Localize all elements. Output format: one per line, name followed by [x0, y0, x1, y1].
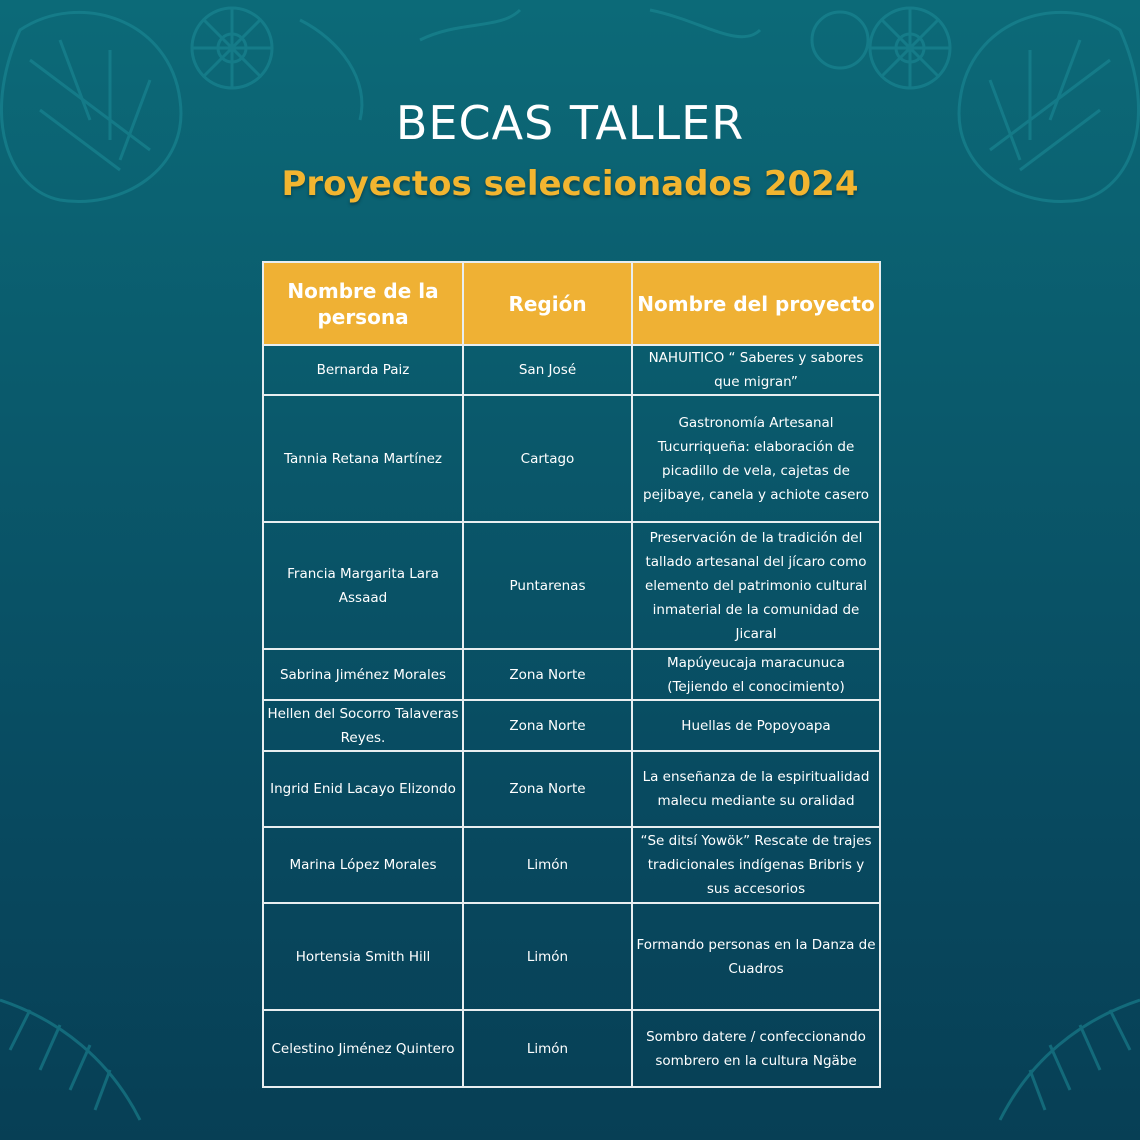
cell-region: San José [463, 345, 632, 395]
selected-projects-table [262, 261, 881, 1088]
cell-region: Cartago [463, 395, 632, 522]
cell-proyecto: La enseñanza de la espiritualidad malecu mediante su oralidad [632, 751, 880, 827]
column-header-persona: Nombre de la persona [263, 262, 463, 345]
cell-proyecto: Sombro datere / confeccionando sombrero en la cultura Ngäbe [632, 1010, 880, 1087]
cell-region: Limón [463, 1010, 632, 1087]
fern-icon [0, 1000, 140, 1120]
bird-icon [420, 10, 520, 40]
cell-proyecto: Formando personas en la Danza de Cuadros [632, 903, 880, 1010]
cell-region: Zona Norte [463, 751, 632, 827]
cell-proyecto: Mapúyeucaja maracunuca (Tejiendo el conocimiento) [632, 649, 880, 700]
table-row [263, 903, 880, 1010]
table-row [263, 395, 880, 522]
cell-region: Limón [463, 903, 632, 1010]
cell-persona: Ingrid Enid Lacayo Elizondo [263, 751, 463, 827]
table-row [263, 827, 880, 903]
cell-region: Puntarenas [463, 522, 632, 649]
cell-region: Limón [463, 827, 632, 903]
table-row [263, 649, 880, 700]
cell-proyecto: NAHUITICO “ Saberes y sabores que migran” [632, 345, 880, 395]
table-row [263, 522, 880, 649]
page-title: BECAS TALLER [395, 96, 745, 150]
cell-proyecto: Huellas de Popoyoapa [632, 700, 880, 751]
cell-proyecto: “Se ditsí Yowök” Rescate de trajes tradicionales indígenas Bribris y sus accesorios [632, 827, 880, 903]
cell-persona: Francia Margarita Lara Assaad [263, 522, 463, 649]
table-row [263, 700, 880, 751]
cell-persona: Marina López Morales [263, 827, 463, 903]
fern-icon [1000, 1000, 1140, 1120]
cell-persona: Celestino Jiménez Quintero [263, 1010, 463, 1087]
flower-icon [870, 8, 950, 88]
flower-icon [192, 8, 272, 88]
cell-proyecto: Gastronomía Artesanal Tucurriqueña: elaboración de picadillo de vela, cajetas de pejibaye, canela y achiote casero [632, 395, 880, 522]
table-row [263, 345, 880, 395]
table-row [263, 1010, 880, 1087]
table-row [263, 751, 880, 827]
table-header-row [263, 262, 880, 345]
bird-icon [650, 10, 760, 37]
cell-persona: Bernarda Paiz [263, 345, 463, 395]
cell-persona: Hellen del Socorro Talaveras Reyes. [263, 700, 463, 751]
cell-region: Zona Norte [463, 700, 632, 751]
column-header-proyecto: Nombre del proyecto [632, 262, 880, 345]
cell-persona: Tannia Retana Martínez [263, 395, 463, 522]
cell-persona: Sabrina Jiménez Morales [263, 649, 463, 700]
cell-region: Zona Norte [463, 649, 632, 700]
column-header-region: Región [463, 262, 632, 345]
cell-persona: Hortensia Smith Hill [263, 903, 463, 1010]
cell-proyecto: Preservación de la tradición del tallado artesanal del jícaro como elemento del patrimonio cultural inmaterial de la comunidad de Jicaral [632, 522, 880, 649]
page-subtitle: Proyectos seleccionados 2024 [281, 164, 859, 204]
